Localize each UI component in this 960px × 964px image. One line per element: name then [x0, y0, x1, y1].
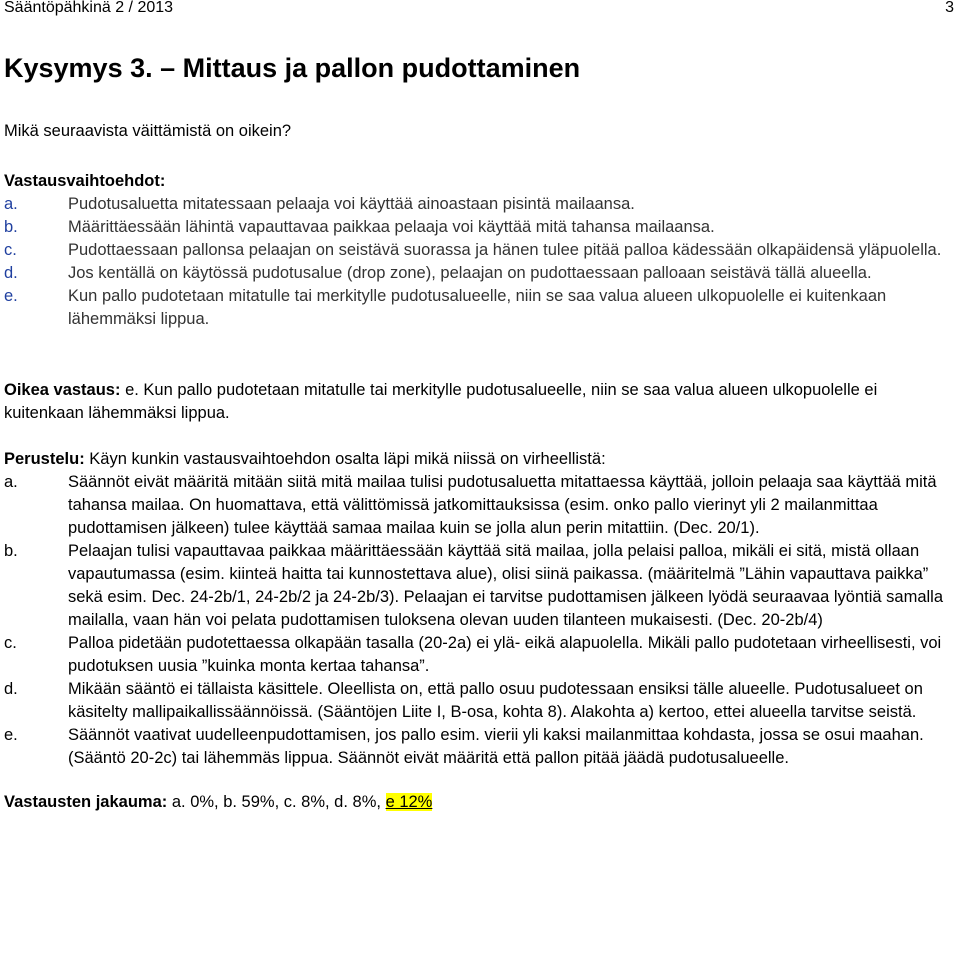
page-header [0, 0, 960, 20]
document-content [4, 120, 956, 814]
justification-text: Pelaajan tulisi vapauttavaa paikkaa määrittäessään käyttää sitä mailaa, jolla pelaisi palloa, mikäli ei sitä, mistä ollaan vapautumassa (esim. kiinteä haitta tai kunnostettava alue), olisi siinä paikassa. (määritelmä ”Lähin vapauttava paikka” sekä esim. Dec. 24-2b/1, 24-2b/2 ja 24-2b/3). Pelaajan ei tarvitse pudottamisen jälkeen lyödä seuraavaa lyöntiä samalla mailalla, vaan hän voi pelata pudottamisen tuloksena olevan uuden tilanteen mukaisesti. (Dec. 20-2b/4) [68, 542, 943, 629]
justification-letter: a. [4, 473, 18, 491]
option-c [4, 239, 956, 262]
justification-letter: d. [4, 680, 18, 698]
page-number: 3 [945, 0, 954, 16]
highlighted-correct-share: e 12% [385, 793, 433, 811]
justification-heading [4, 448, 956, 471]
justification-letter: c. [4, 634, 17, 652]
option-letter: a. [4, 195, 18, 213]
option-letter: c. [4, 241, 17, 259]
correct-answer-text: e. Kun pallo pudotetaan mitatulle tai merkitylle pudotusalueelle, niin se saa valua alueen ulkopuolelle ei kuitenkaan lähemmäksi lippua. [4, 381, 878, 422]
justification-text: Säännöt eivät määritä mitään siitä mitä mailaa tulisi pudotusaluetta mitattaessa käyttää, jolloin pelaaja saa käyttää mitä tahansa mailaa. On huomattava, että välittömissä jatkomittauksissa (esim. onko pallo vierinyt yli 2 mailanmittaa pudottamisen jälkeen) tulee käyttää samaa mailaa kuin se jolla alun perin mitattiin. (Dec. 20/1). [68, 473, 937, 537]
justification-label: Perustelu: [4, 450, 85, 468]
justification-item-b [4, 540, 956, 632]
option-text: Kun pallo pudotetaan mitatulle tai merkitylle pudotusalueelle, niin se saa valua alueen ulkopuolelle ei kuitenkaan lähemmäksi lippua. [68, 287, 887, 328]
justification-item-d [4, 678, 956, 724]
distribution-values: a. 0%, b. 59%, c. 8%, d. 8%, [171, 793, 381, 811]
option-letter: e. [4, 287, 18, 305]
justification-item-e [4, 724, 956, 770]
page-title: Kysymys 3. – Mittaus ja pallon pudottaminen [4, 53, 581, 83]
correct-answer-label: Oikea vastaus: [4, 381, 121, 399]
option-text: Pudotusaluetta mitatessaan pelaaja voi käyttää ainoastaan pisintä mailaansa. [68, 195, 635, 213]
option-b [4, 216, 956, 239]
correct-answer [4, 379, 956, 425]
distribution-label: Vastausten jakauma: [4, 793, 168, 811]
justification-letter: b. [4, 542, 18, 560]
option-text: Määrittäessään lähintä vapauttavaa paikkaa pelaaja voi käyttää mitä tahansa mailaansa. [68, 218, 715, 236]
document-header-title: Sääntöpähkinä 2 / 2013 [4, 0, 174, 16]
justification-intro: Käyn kunkin vastausvaihtoehdon osalta läpi mikä niissä on virheellistä: [89, 450, 606, 468]
answer-distribution [4, 791, 956, 814]
option-letter: d. [4, 264, 18, 282]
justification-text: Mikään sääntö ei tällaista käsittele. Oleellista on, että pallo osuu pudotessaan ensiksi tälle alueelle. Pudotusalueet on käsitelty mallipaikallissäännöissä. (Sääntöjen Liite I, B-osa, kohta 8). Alakohta a) kertoo, ettei alueella tarvitse seistä. [68, 680, 923, 721]
justification-item-c [4, 632, 956, 678]
options-heading: Vastausvaihtoehdot: [4, 172, 166, 190]
option-a [4, 193, 956, 216]
options-list [4, 193, 956, 331]
justification-letter: e. [4, 726, 18, 744]
question-text: Mikä seuraavista väittämistä on oikein? [4, 122, 292, 140]
option-letter: b. [4, 218, 18, 236]
justification-text: Säännöt vaativat uudelleenpudottamisen, jos pallo esim. vierii yli kaksi mailanmittaa kohdasta, jossa se osui maahan.(Sääntö 20-2c) tai lähemmäs lippua. Säännöt eivät määritä että pallon pitää jäädä pudotusalueelle. [68, 726, 924, 767]
option-e [4, 285, 956, 331]
justification-text: Palloa pidetään pudotettaessa olkapään tasalla (20-2a) ei ylä- eikä alapuolella. Mikäli pallo pudotetaan virheellisesti, voi pudotuksen uusia ”kuinka monta kertaa tahansa”. [68, 634, 942, 675]
option-text: Jos kentällä on käytössä pudotusalue (drop zone), pelaajan on pudottaessaan palloaan seistävä tällä alueella. [68, 264, 872, 282]
justification-item-a [4, 471, 956, 540]
justification-list [4, 471, 956, 770]
option-d [4, 262, 956, 285]
option-text: Pudottaessaan pallonsa pelaajan on seistävä suorassa ja hänen tulee pitää palloa kädessään olkapäidensä yläpuolella. [68, 241, 942, 259]
